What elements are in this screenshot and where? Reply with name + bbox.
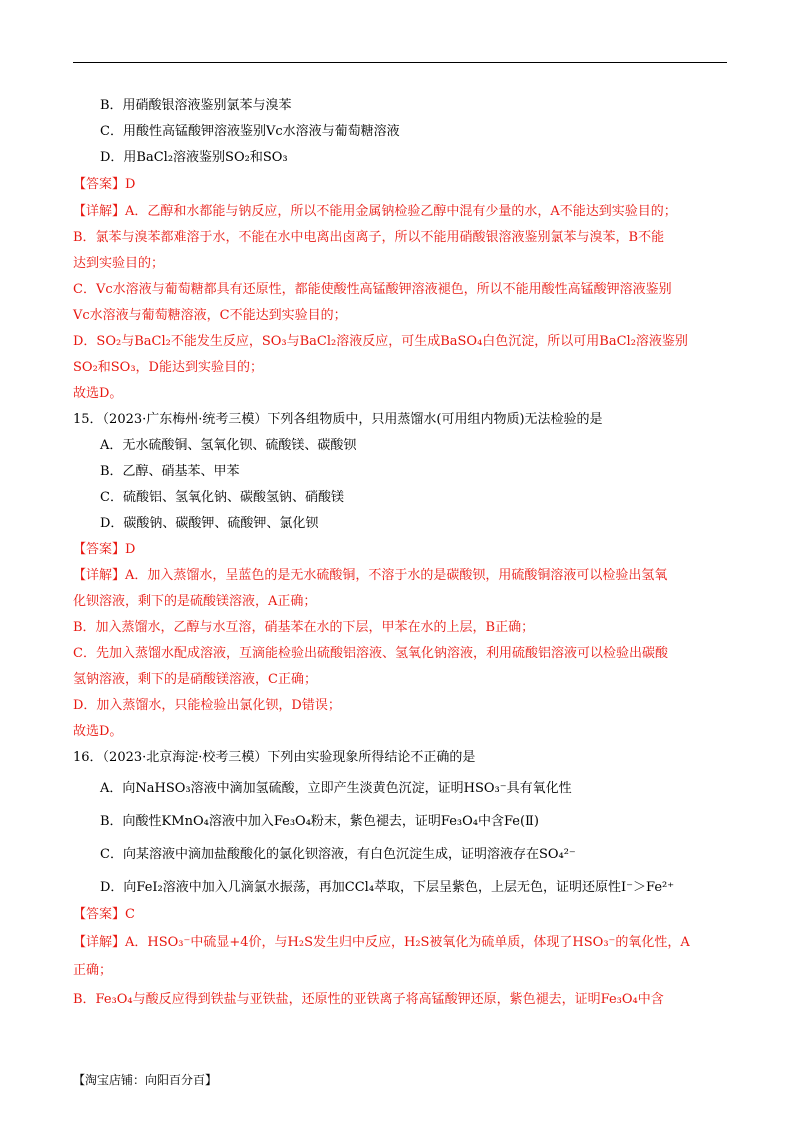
text-line: 氢钠溶液，剩下的是硝酸镁溶液，C正确； xyxy=(73,672,317,687)
text-line: 故选D。 xyxy=(73,724,123,739)
text-line: B．乙醇、硝基苯、甲苯 xyxy=(100,464,240,479)
text-line: 【答案】D xyxy=(73,542,136,557)
text-line: D．加入蒸馏水，只能检验出氯化钡，D错误； xyxy=(73,698,341,713)
text-line: B．加入蒸馏水，乙醇与水互溶，硝基苯在水的下层，甲苯在水的上层，B正确； xyxy=(73,620,535,635)
text-line: Vc水溶液与葡萄糖溶液，C不能达到实验目的； xyxy=(73,308,347,323)
text-line: A．向NaHSO₃溶液中滴加氢硫酸，立即产生淡黄色沉淀，证明HSO₃⁻具有氧化性 xyxy=(100,781,572,796)
text-line: B．Fe₃O₄与酸反应得到铁盐与亚铁盐，还原性的亚铁离子将高锰酸钾还原，紫色褪去，证明Fe₃O₄中含 xyxy=(73,992,664,1007)
text-line: D．用BaCl₂溶液鉴别SO₂和SO₃ xyxy=(100,150,288,165)
text-line: 化钡溶液，剩下的是硫酸镁溶液，A正确； xyxy=(73,594,317,609)
text-line: 【详解】A．乙醇和水都能与钠反应，所以不能用金属钠检验乙醇中混有少量的水，A不能达到实验目的； xyxy=(73,204,677,219)
text-line: SO₂和SO₃，D能达到实验目的； xyxy=(73,360,263,375)
text-line: C．Vc水溶液与葡萄糖都具有还原性，都能使酸性高锰酸钾溶液褪色，所以不能用酸性高锰酸钾溶液鉴别 xyxy=(73,282,672,297)
text-line: 【详解】A．加入蒸馏水，呈蓝色的是无水硫酸铜，不溶于水的是碳酸钡，用硫酸铜溶液可以检验出氢氧 xyxy=(73,568,668,583)
text-line: D．SO₂与BaCl₂不能发生反应，SO₃与BaCl₂溶液反应，可生成BaSO₄白色沉淀，所以可用BaCl₂溶液鉴别 xyxy=(73,334,688,349)
text-line: A．无水硫酸铜、氢氧化钡、硫酸镁、碳酸钡 xyxy=(100,438,357,453)
text-line: B．用硝酸银溶液鉴别氯苯与溴苯 xyxy=(100,98,292,113)
text-line: C．硫酸铝、氢氧化钠、碳酸氢钠、硝酸镁 xyxy=(100,490,344,505)
text-line: C．向某溶液中滴加盐酸酸化的氯化钡溶液，有白色沉淀生成，证明溶液存在SO₄²⁻ xyxy=(100,847,576,862)
text-line: B．氯苯与溴苯都难溶于水，不能在水中电离出卤离子，所以不能用硝酸银溶液鉴别氯苯与溴苯，B不能 xyxy=(73,230,665,245)
text-line: 故选D。 xyxy=(73,386,123,401)
text-line: 正确； xyxy=(73,963,113,978)
text-line: 【答案】C xyxy=(73,907,135,922)
footer-shop-label: 【淘宝店铺：向阳百分百】 xyxy=(73,1073,218,1087)
text-line: 达到实验目的； xyxy=(73,256,165,271)
header-rule xyxy=(73,62,727,63)
text-line: B．向酸性KMnO₄溶液中加入Fe₃O₄粉末，紫色褪去，证明Fe₃O₄中含Fe(Ⅱ) xyxy=(100,814,539,829)
text-line: 【答案】D xyxy=(73,177,136,192)
text-line: 16．（2023·北京海淀·校考三模）下列由实验现象所得结论不正确的是 xyxy=(73,750,476,765)
text-line: 15．（2023·广东梅州·统考三模）下列各组物质中，只用蒸馏水(可用组内物质)无法检验的是 xyxy=(73,412,603,427)
text-line: D．向FeI₂溶液中加入几滴氯水振荡，再加CCl₄萃取，下层呈紫色，上层无色，证明还原性I⁻＞Fe²⁺ xyxy=(100,880,675,895)
text-line: C．先加入蒸馏水配成溶液，互滴能检验出硫酸铝溶液、氢氧化钠溶液，利用硫酸铝溶液可以检验出碳酸 xyxy=(73,646,668,661)
text-line: D．碳酸钠、碳酸钾、硫酸钾、氯化钡 xyxy=(100,516,319,531)
text-line: 【详解】A．HSO₃⁻中硫显+4价，与H₂S发生归中反应，H₂S被氧化为硫单质，体现了HSO₃⁻的氧化性，A xyxy=(73,935,690,950)
text-line: C．用酸性高锰酸钾溶液鉴别Vc水溶液与葡萄糖溶液 xyxy=(100,124,400,139)
